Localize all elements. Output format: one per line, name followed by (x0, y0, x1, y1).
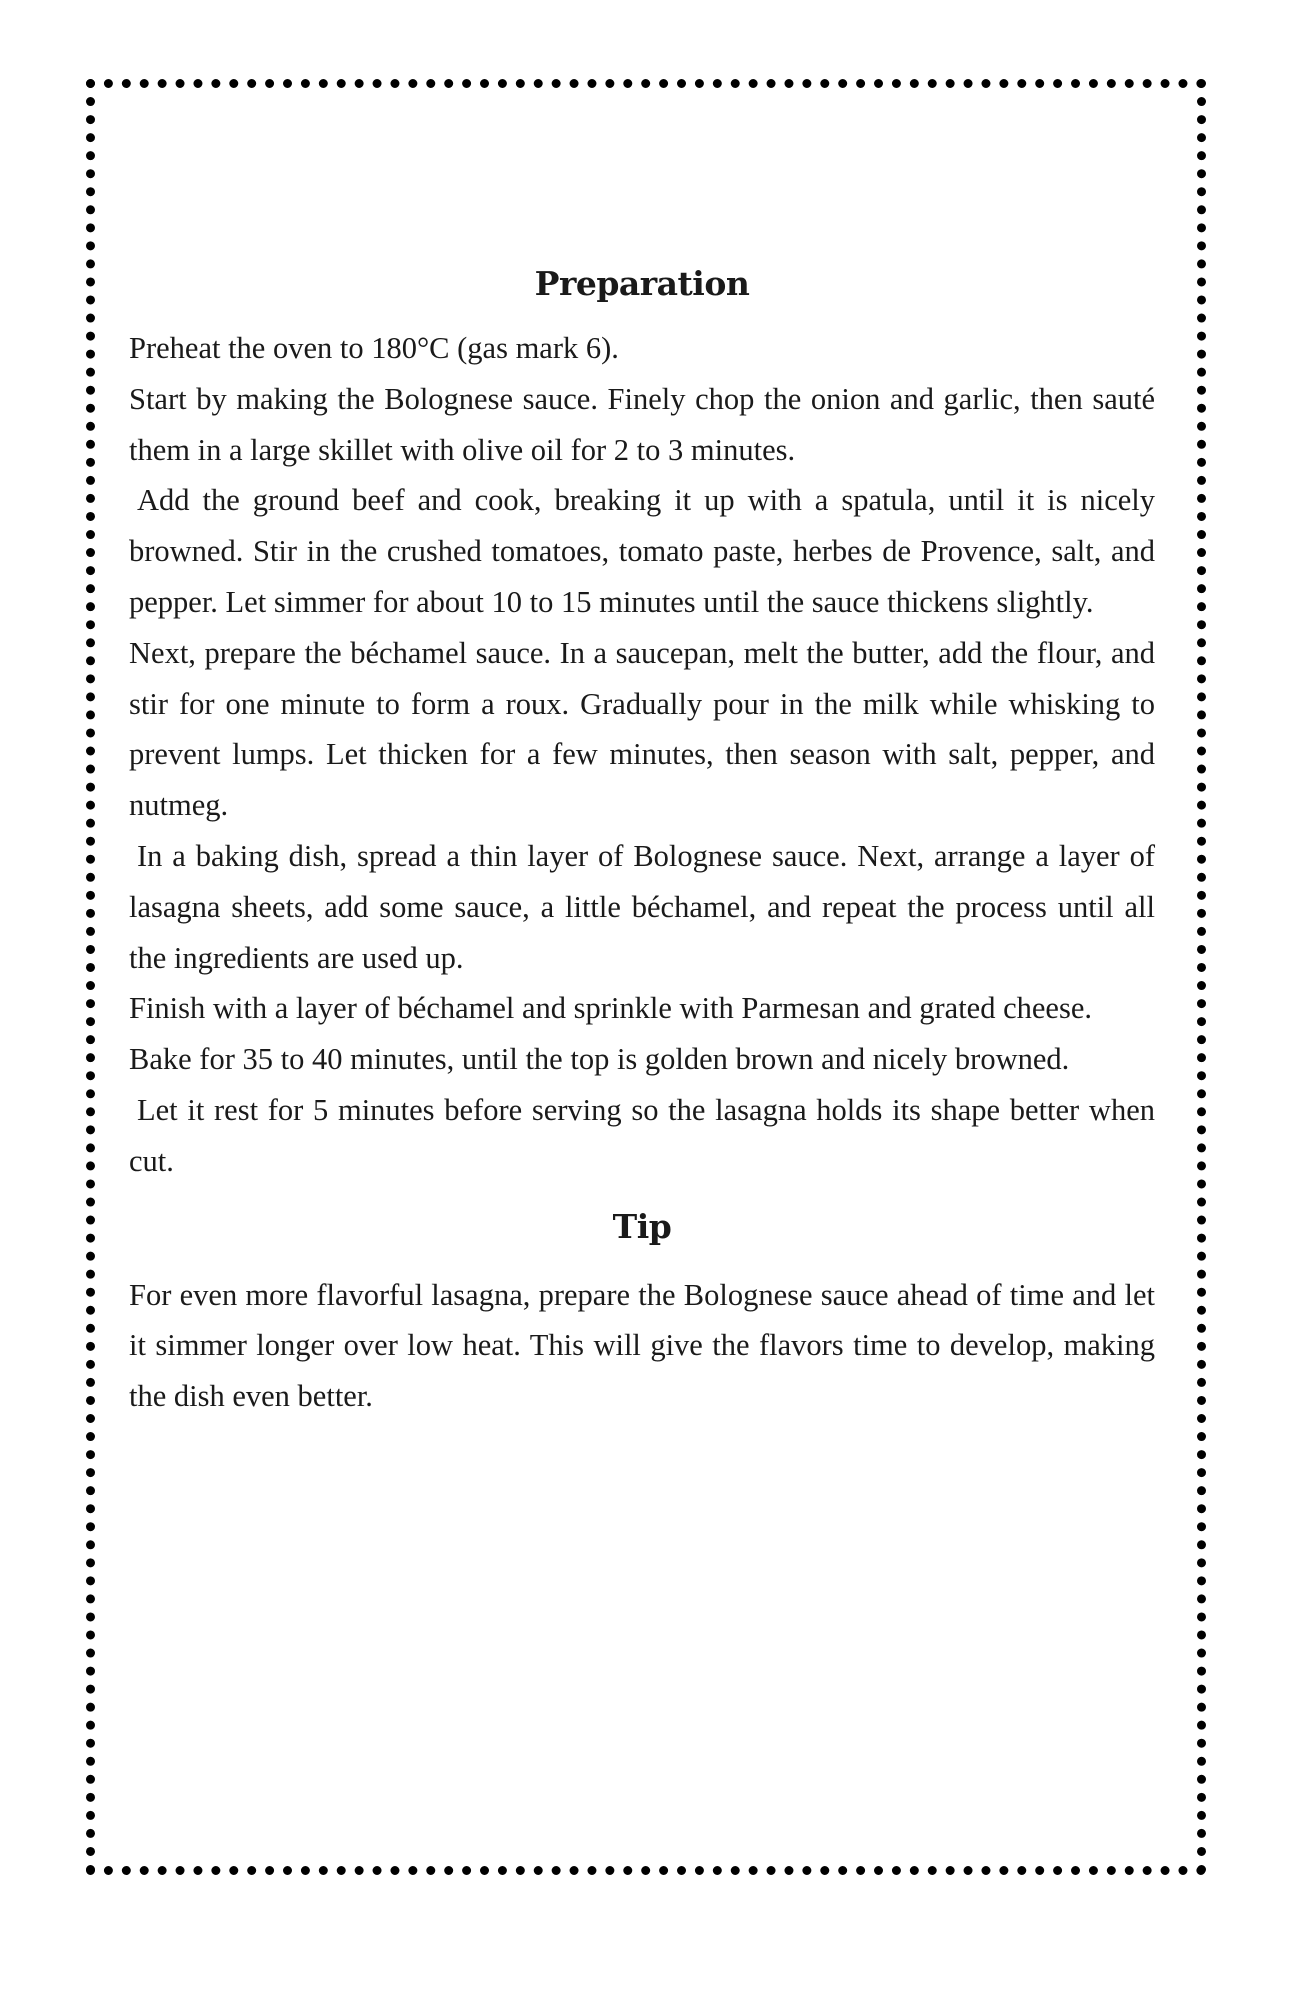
preparation-heading: Preparation (534, 264, 750, 303)
preparation-step: Finish with a layer of béchamel and sprinkle with Parmesan and grated cheese. (129, 991, 1092, 1026)
preparation-step: Start by making the Bolognese sauce. Finely chop the onion and garlic, then sauté them in a large skillet with olive oil for 2 to 3 minutes. (129, 381, 1155, 467)
preparation-steps (129, 323, 1155, 1187)
preparation-step: Preheat the oven to 180°C (gas mark 6). (129, 331, 619, 365)
tip-heading: Tip (612, 1206, 672, 1246)
tip-text: For even more flavorful lasagna, prepare the Bolognese sauce ahead of time and let it simmer longer over low heat. This will give the flavors time to develop, making the dish even better. (129, 1277, 1155, 1414)
recipe-content (129, 262, 1155, 1422)
preparation-step: In a baking dish, spread a thin layer of Bolognese sauce. Next, arrange a layer of lasagna sheets, add some sauce, a little béchamel, and repeat the process until all the ingredients are used up. (129, 838, 1155, 975)
preparation-step: Next, prepare the béchamel sauce. In a saucepan, melt the butter, add the flour, and stir for one minute to form a roux. Gradually pour in the milk while whisking to prevent lumps. Let thicken for a few minutes, then season with salt, pepper, and nutmeg. (129, 635, 1155, 823)
preparation-step: Add the ground beef and cook, breaking it up with a spatula, until it is nicely browned. Stir in the crushed tomatoes, tomato paste, herbes de Provence, salt, and pepper. Let simmer for about 10 to 15 minutes until the sauce thickens slightly. (129, 483, 1155, 619)
preparation-step: Bake for 35 to 40 minutes, until the top is golden brown and nicely browned. (129, 1042, 1070, 1077)
preparation-step: Let it rest for 5 minutes before serving so the lasagna holds its shape better when cut. (129, 1092, 1155, 1178)
